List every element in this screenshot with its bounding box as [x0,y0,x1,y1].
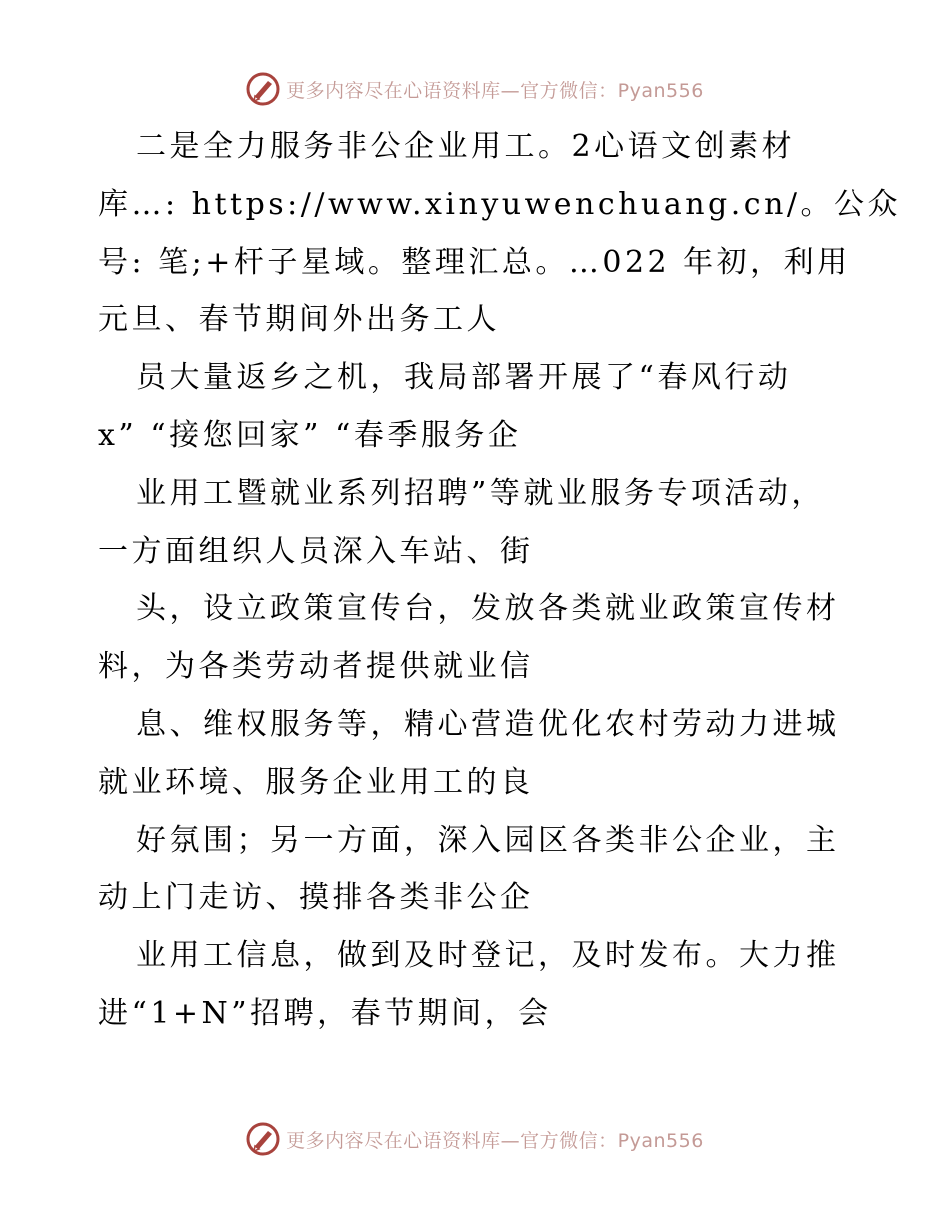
text-line: 号: 笔;+杆子星域。整理汇总。…022 年初，利用 [98,244,851,280]
text-line: 一方面组织人员深入车站、街 [98,533,534,569]
text-line: 好氛围；另一方面，深入园区各类非公企业，主 [136,822,840,858]
text-line: 息、维权服务等，精心营造优化农村劳动力进城 [136,706,840,742]
text-line: 就业环境、服务企业用工的良 [98,764,534,800]
pen-logo-icon [246,72,280,106]
footer-banner-text: 更多内容尽在心语资料库—官方微信：Pyan556 [286,1129,704,1152]
footer-watermark [0,1122,950,1156]
text-line: 库…: https://www.xinyuwenchuang.cn/。公众 [98,186,901,222]
header-watermark [0,72,950,106]
text-line: 员大量返乡之机，我局部署开展了“春风行动 [136,360,792,396]
text-line: 头，设立政策宣传台，发放各类就业政策宣传材 [136,591,840,627]
text-line: 料，为各类劳动者提供就业信 [98,649,534,685]
text-line: x” “接您回家” “春季服务企 [98,417,522,453]
document-body [98,118,901,1043]
pen-logo-icon [246,1122,280,1156]
text-line: 元旦、春节期间外出务工人 [98,302,500,338]
header-banner-text: 更多内容尽在心语资料库—官方微信：Pyan556 [286,79,704,102]
text-line: 动上门走访、摸排各类非公企 [98,880,534,916]
text-line: 业用工信息，做到及时登记，及时发布。大力推 [136,938,840,974]
text-line: 业用工暨就业系列招聘”等就业服务专项活动， [136,475,825,511]
text-line: 二是全力服务非公企业用工。2心语文创素材 [136,129,796,164]
text-line: 进“1+N”招聘，春节期间，会 [98,995,552,1031]
